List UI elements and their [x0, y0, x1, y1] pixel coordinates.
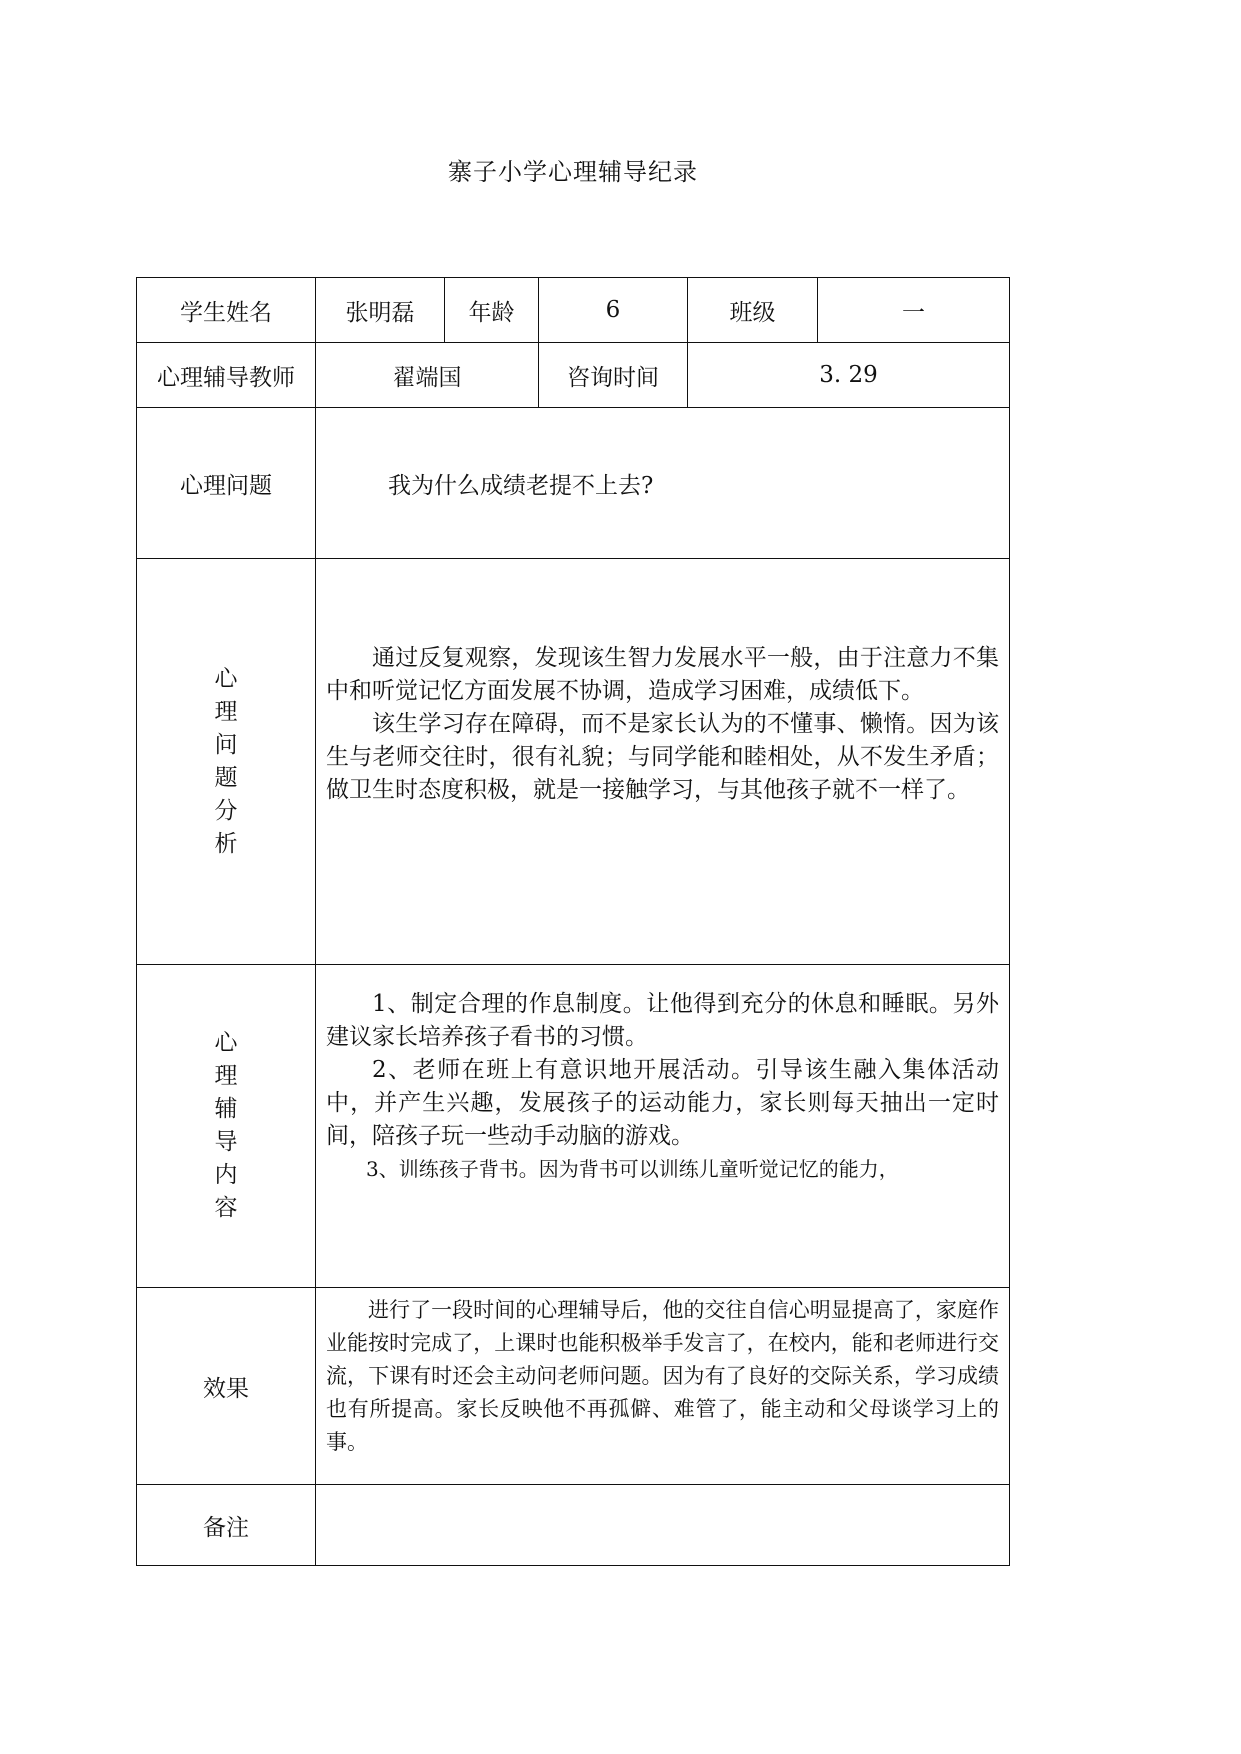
content-paragraph-2: 2、老师在班上有意识地开展活动。引导该生融入集体活动中，并产生兴趣，发展孩子的运动能力，家长则每天抽出一定时间，陪孩子玩一些动手动脑的游戏。: [326, 1057, 999, 1149]
effect-paragraph: 进行了一段时间的心理辅导后，他的交往自信心明显提高了，家庭作业能按时完成了，上课时也能积极举手发言了，在校内，能和老师进行交流，下课有时还会主动问老师问题。因为有了良好的交际关系，学习成绩也有所提高。家长反映他不再孤僻、难管了，能主动和父母谈学习上的事。: [326, 1297, 999, 1454]
analysis-content-cell: [316, 559, 1010, 965]
content-label: 心理辅导内容: [214, 1030, 238, 1221]
page-title: 寨子小学心理辅导纪录: [448, 158, 698, 186]
problem-row: [137, 408, 1010, 559]
effect-label: 效果: [137, 1288, 316, 1485]
class-value: 一: [818, 278, 1010, 343]
teacher-value: 翟端国: [316, 343, 539, 408]
content-row: [137, 965, 1010, 1288]
record-table: [136, 277, 1010, 1566]
student-name-label: 学生姓名: [137, 278, 316, 343]
age-value: 6: [539, 278, 688, 343]
analysis-label-cell: [137, 559, 316, 965]
remarks-row: [137, 1485, 1010, 1566]
student-info-row: [137, 278, 1010, 343]
content-paragraph-3: 3、训练孩子背书。因为背书可以训练儿童听觉记忆的能力，: [366, 1157, 899, 1181]
class-label: 班级: [688, 278, 818, 343]
age-label: 年龄: [445, 278, 539, 343]
analysis-paragraph-2: 该生学习存在障碍，而不是家长认为的不懂事、懒惰。因为该生与老师交往时，很有礼貌；与同学能和睦相处，从不发生矛盾；做卫生时态度积极，就是一接触学习，与其他孩子就不一样了。: [326, 710, 999, 803]
problem-value: 我为什么成绩老提不上去?: [316, 408, 1010, 559]
student-name-value: 张明磊: [316, 278, 445, 343]
content-paragraph-1: 1、制定合理的作息制度。让他得到充分的休息和睡眠。另外建议家长培养孩子看书的习惯。: [326, 991, 999, 1050]
consult-time-value: 3. 29: [688, 343, 1010, 408]
analysis-row: [137, 559, 1010, 965]
content-label-cell: [137, 965, 316, 1288]
problem-label: 心理问题: [137, 408, 316, 559]
analysis-label: 心理问题分析: [214, 665, 238, 857]
remarks-label: 备注: [137, 1485, 316, 1566]
analysis-paragraph-1: 通过反复观察，发现该生智力发展水平一般，由于注意力不集中和听觉记忆方面发展不协调，造成学习困难，成绩低下。: [326, 644, 999, 704]
content-content-cell: [316, 965, 1010, 1288]
effect-row: [137, 1288, 1010, 1485]
remarks-value: [316, 1485, 1010, 1566]
effect-content-cell: [316, 1288, 1010, 1485]
teacher-row: [137, 343, 1010, 408]
teacher-label: 心理辅导教师: [137, 343, 316, 408]
consult-time-label: 咨询时间: [539, 343, 688, 408]
